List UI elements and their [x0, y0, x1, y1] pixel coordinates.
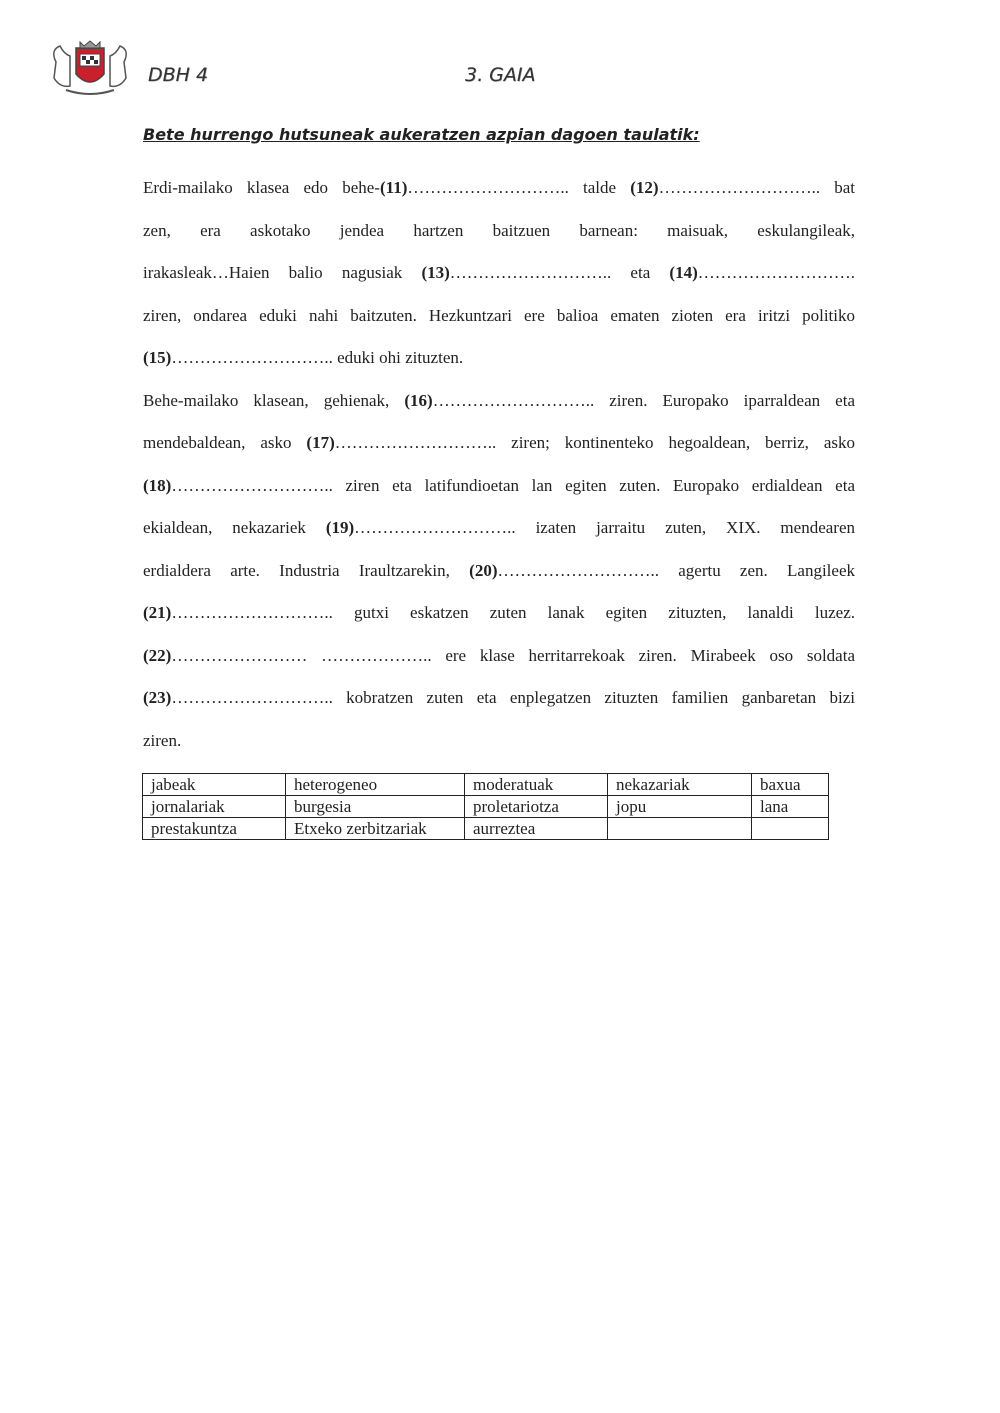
table-row	[143, 818, 829, 840]
table-cell: baxua	[752, 774, 829, 796]
table-cell: burgesia	[286, 796, 465, 818]
coat-of-arms-icon	[46, 40, 134, 100]
text-line: ziren.	[143, 730, 182, 750]
table-cell: nekazariak	[608, 774, 752, 796]
blank-11[interactable]: (11)	[379, 178, 408, 197]
table-cell: prestakuntza	[143, 818, 286, 840]
text-line: ziren, ondarea eduki nahi baitzuten. Hezkuntzari ere balioa ematen zioten era iritzi politiko	[143, 305, 855, 325]
text-line: (22)…………………… ……………….. ere klase herritarrekoak ziren. Mirabeek oso soldata	[143, 645, 855, 665]
course-label: DBH 4	[148, 64, 209, 86]
table-row	[143, 774, 829, 796]
word-bank-table	[142, 773, 829, 840]
table-cell: jopu	[608, 796, 752, 818]
text-line: Behe-mailako klasean, gehienak, (16)……………………….. ziren. Europako iparraldean eta	[143, 390, 855, 410]
table-cell: Etxeko zerbitzariak	[286, 818, 465, 840]
unit-label: 3. GAIA	[465, 64, 536, 86]
text-line: mendebaldean, asko (17)……………………….. ziren; kontinenteko hegoaldean, berriz, asko	[143, 433, 855, 452]
text-line: ekialdean, nekazariek (19)……………………….. izaten jarraitu zuten, XIX. mendearen	[143, 518, 855, 537]
fill-in-text	[143, 167, 855, 762]
table-cell: jabeak	[143, 774, 286, 796]
table-cell: lana	[752, 796, 829, 818]
blank-16[interactable]: (16)	[404, 390, 433, 410]
blank-19[interactable]: (19)	[325, 518, 355, 537]
blank-20[interactable]: (20)	[469, 560, 498, 580]
text-line: (15)……………………….. eduki ohi zituzten.	[143, 348, 464, 367]
blank-12[interactable]: (12)	[630, 178, 659, 197]
text-line: (18)……………………….. ziren eta latifundioetan lan egiten zuten. Europako erdialdean eta	[143, 475, 855, 495]
text-line: (21)……………………….. gutxi eskatzen zuten lanak egiten zituzten, lanaldi luzez.	[143, 603, 855, 622]
table-cell: moderatuak	[465, 774, 608, 796]
table-cell: heterogeneo	[286, 774, 465, 796]
table-cell: aurreztea	[465, 818, 608, 840]
blank-18[interactable]: (18)	[143, 475, 172, 495]
blank-13[interactable]: (13)	[421, 263, 450, 282]
blank-21[interactable]: (21)	[143, 603, 172, 622]
text-line: (23)……………………….. kobratzen zuten eta enplegatzen zituzten familien ganbaretan bizi	[143, 688, 855, 707]
table-cell	[608, 818, 752, 840]
text-line: zen, era askotako jendea hartzen baitzuen barnean: maisuak, eskulangileak,	[143, 220, 855, 240]
table-cell	[752, 818, 829, 840]
blank-14[interactable]: (14)	[669, 263, 698, 282]
instruction-heading: Bete hurrengo hutsuneak aukeratzen azpian dagoen taulatik:	[143, 125, 700, 144]
text-line: erdialdera arte. Industria Iraultzarekin, (20)……………………….. agertu zen. Langileek	[143, 560, 855, 580]
blank-15[interactable]: (15)	[143, 348, 172, 367]
table-cell: proletariotza	[465, 796, 608, 818]
table-row	[143, 796, 829, 818]
table-cell: jornalariak	[143, 796, 286, 818]
blank-23[interactable]: (23)	[143, 688, 172, 707]
text-line: irakasleak…Haien balio nagusiak (13)……………………….. eta (14)……………………….	[143, 263, 855, 282]
blank-22[interactable]: (22)	[143, 645, 172, 665]
blank-17[interactable]: (17)	[306, 433, 335, 452]
text-line: Erdi-mailako klasea edo behe-(11)……………………….. talde (12)……………………….. bat	[143, 178, 855, 197]
